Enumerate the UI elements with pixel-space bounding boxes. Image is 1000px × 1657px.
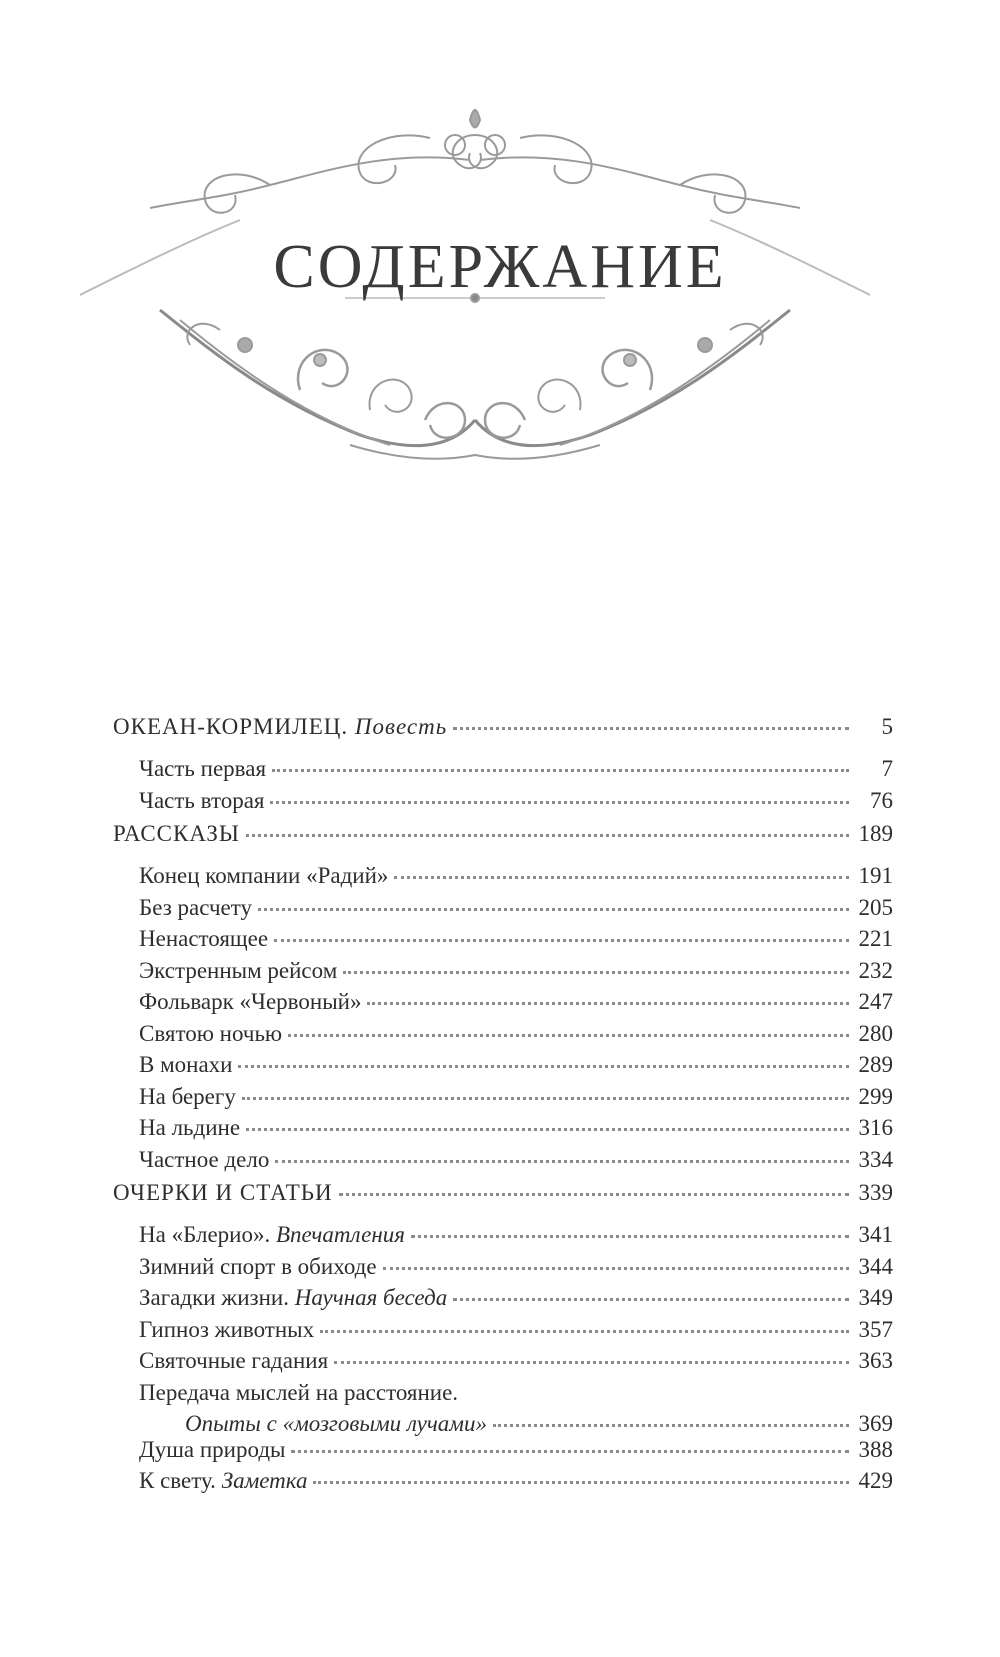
toc-page-number: 205 [858, 894, 893, 920]
toc-page-number: 221 [858, 926, 893, 951]
toc-section [113, 712, 893, 756]
toc-entry-title-text: Гипноз животных [139, 1316, 315, 1342]
toc-entry-title [113, 989, 361, 1015]
toc-entry [113, 1411, 893, 1437]
toc-entry-subtitle: Заметка [221, 1468, 308, 1493]
toc-entry-title-text: ОКЕАН-КОРМИЛЕЦ. [113, 714, 349, 739]
toc-entry-subtitle: Повесть [354, 714, 448, 739]
toc-entry-title-text: Экстренным рейсом [139, 957, 338, 983]
dot-leader [272, 768, 849, 772]
toc-entry [113, 1052, 893, 1084]
toc-page-number: 289 [858, 1052, 893, 1077]
toc-entry [113, 895, 893, 927]
toc-entry-title [113, 1222, 405, 1248]
toc-page-number: 344 [858, 1253, 893, 1279]
toc-page-number: 349 [858, 1285, 893, 1310]
toc-entry-title-text: Фольварк «Червоный» [139, 989, 362, 1014]
toc-entry [113, 958, 893, 990]
dot-leader [274, 938, 849, 942]
toc-entry-title [113, 1317, 314, 1343]
toc-entry [113, 788, 893, 820]
dot-leader [242, 1096, 849, 1100]
toc-entry-title [113, 1348, 328, 1374]
toc-page-number: 388 [858, 1436, 893, 1462]
toc-entry-title [113, 1380, 458, 1406]
toc-entry-title-text: Передача мыслей на расстояние. [139, 1379, 459, 1405]
dot-leader [320, 1329, 849, 1333]
toc-entry-title [113, 1254, 377, 1280]
toc-entry [113, 1380, 893, 1411]
toc-section [113, 1178, 893, 1222]
toc-entry [113, 1147, 893, 1179]
toc-entry-title-text: Частное дело [139, 1146, 270, 1172]
toc-page-number: 189 [858, 821, 893, 846]
toc-page-number: 5 [881, 714, 893, 739]
toc-entry [113, 863, 893, 895]
toc-entry-title-text: Конец компании «Радий» [139, 863, 389, 888]
toc-entry-title [113, 958, 337, 984]
toc-entry-title-text: Ненастоящее [139, 926, 269, 951]
toc-section [113, 819, 893, 863]
dot-leader [238, 1064, 849, 1068]
toc-entry-title-text: Зимний спорт в обиходе [139, 1253, 377, 1279]
toc-page-number: 7 [881, 756, 893, 781]
toc-entry-title [113, 756, 266, 782]
toc-page-number: 316 [858, 1115, 893, 1140]
toc-entry-title [113, 1115, 240, 1141]
toc-page-number: 341 [858, 1222, 893, 1247]
toc-entry [113, 756, 893, 788]
toc-entry [113, 1348, 893, 1380]
toc-page-number: 357 [858, 1316, 893, 1342]
toc-entry-title [113, 1021, 282, 1047]
toc-entry-subtitle: Впечатления [275, 1222, 405, 1247]
toc-page-number: 339 [858, 1180, 893, 1205]
toc-entry [113, 1317, 893, 1349]
page-title: СОДЕРЖАНИЕ [273, 233, 727, 301]
toc-entry-title [113, 863, 388, 889]
toc-page-number: 334 [858, 1146, 893, 1172]
toc-entry [113, 1115, 893, 1147]
toc-entry-title-text: Часть первая [139, 756, 267, 781]
toc-entry [113, 1468, 893, 1500]
toc-entry-title [113, 1411, 487, 1437]
toc-entry [113, 1254, 893, 1286]
table-of-contents [113, 712, 893, 1500]
toc-entry-title-text: Загадки жизни. [139, 1285, 289, 1310]
dot-leader [313, 1480, 849, 1484]
toc-page-number: 369 [858, 1410, 893, 1436]
dot-leader [275, 1159, 849, 1163]
toc-entry [113, 1021, 893, 1053]
dot-leader [394, 875, 849, 879]
toc-entry-title-text: Святою ночью [139, 1020, 283, 1046]
toc-entry-title [113, 821, 240, 847]
toc-page-number: 429 [858, 1468, 893, 1493]
toc-entry-subtitle: Опыты с «мозговыми лучами» [185, 1410, 487, 1436]
toc-entry-title-text: Душа природы [139, 1436, 286, 1462]
toc-entry [113, 1084, 893, 1116]
toc-entry-title-text: РАССКАЗЫ [113, 821, 240, 846]
toc-entry-title-text: ОЧЕРКИ И СТАТЬИ [113, 1180, 333, 1205]
dot-leader [258, 907, 849, 911]
toc-entry-title [113, 1468, 307, 1494]
dot-leader [343, 970, 849, 974]
toc-entry-title [113, 1084, 236, 1110]
dot-leader [246, 1127, 849, 1131]
toc-entry-title [113, 926, 268, 952]
toc-entry-title [113, 1052, 232, 1078]
dot-leader [334, 1360, 849, 1364]
toc-entry-title-text: Святочные гадания [139, 1348, 329, 1373]
toc-page-number: 247 [858, 989, 893, 1014]
toc-entry-title-text: На «Блерио». [139, 1222, 271, 1247]
dot-leader [493, 1423, 849, 1427]
toc-entry-title-text: На берегу [139, 1083, 236, 1109]
toc-entry-title [113, 714, 447, 740]
toc-page-number: 280 [858, 1020, 893, 1046]
dot-leader [270, 800, 849, 804]
toc-entry [113, 1437, 893, 1469]
toc-entry-subtitle: Научная беседа [294, 1285, 448, 1310]
toc-page-number: 191 [858, 863, 893, 888]
dot-leader [246, 833, 849, 837]
dot-leader [453, 726, 849, 730]
toc-entry-title-text: Без расчету [139, 894, 253, 920]
toc-entry [113, 1222, 893, 1254]
dot-leader [288, 1033, 849, 1037]
toc-entry-title-text: В монахи [139, 1052, 233, 1077]
toc-entry-title-text: К свету. [139, 1468, 216, 1493]
toc-entry-title [113, 1180, 333, 1206]
dot-leader [367, 1001, 849, 1005]
dot-leader [411, 1234, 849, 1238]
dot-leader [383, 1266, 849, 1270]
toc-entry-title [113, 895, 252, 921]
toc-page-number: 363 [858, 1348, 893, 1373]
toc-page-number: 299 [858, 1083, 893, 1109]
dot-leader [291, 1449, 849, 1453]
toc-page-number: 76 [870, 787, 893, 813]
toc-entry-title [113, 788, 264, 814]
dot-leader [453, 1297, 849, 1301]
toc-entry-title-text: На льдине [139, 1115, 241, 1140]
dot-leader [339, 1192, 849, 1196]
toc-page-number: 232 [858, 957, 893, 983]
toc-entry-title-text: Часть вторая [139, 787, 265, 813]
toc-entry [113, 989, 893, 1021]
toc-entry [113, 1285, 893, 1317]
toc-entry-title [113, 1285, 447, 1311]
toc-entry-title [113, 1437, 285, 1463]
toc-entry [113, 926, 893, 958]
toc-entry-title [113, 1147, 269, 1173]
